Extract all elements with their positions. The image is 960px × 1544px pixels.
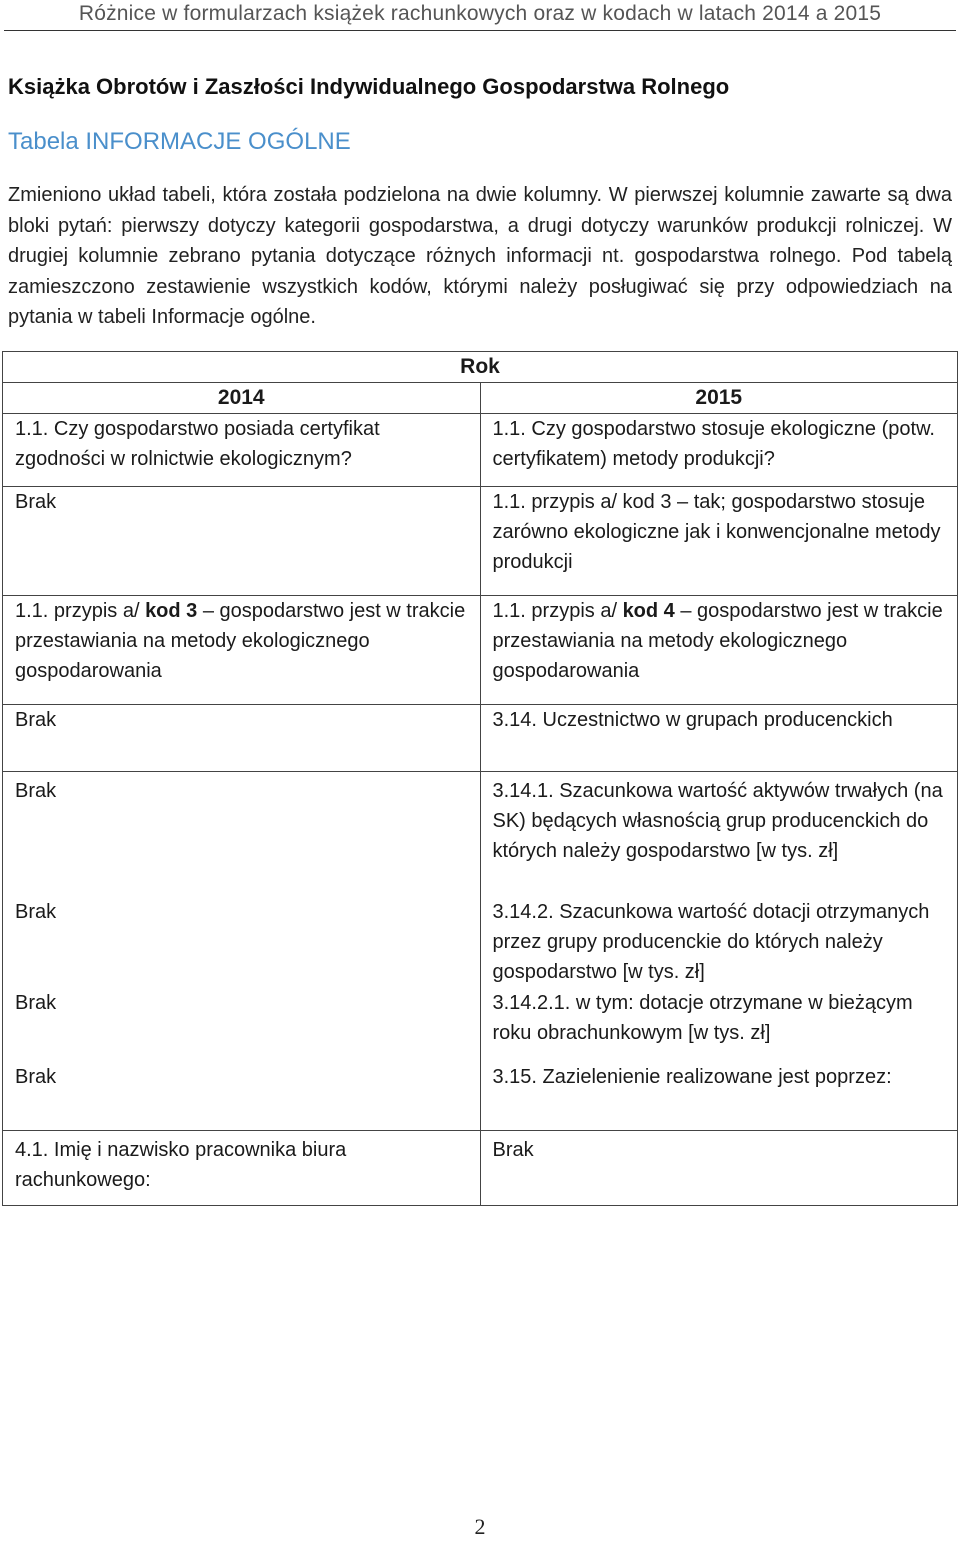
intro-paragraph: Zmieniono układ tabeli, która została podzielona na dwie kolumny. W pierwszej kolumnie zawarte są dwa bloki pytań: pierwszy dotyczy kategorii gospodarstwa, a drugi dotyczy warunków produkcji rolniczej. W drugiej kolumnie zebrano pytania dotyczące różnych informacji nt. gospodarstwa rolnego. Pod tabelą zamieszczono zestawienie wszystkich kodów, którymi należy posługiwać się przy odpowiedziach na pytania w tabeli Informacje ogólne. xyxy=(8,184,952,328)
table-cell-left: Brak xyxy=(3,705,481,772)
table-cell-right: 1.1. przypis a/ kod 3 – tak; gospodarstwo stosuje zarówno ekologiczne jak i konwencjonalne metody produkcji xyxy=(480,487,958,596)
document-title: Książka Obrotów i Zaszłości Indywidualnego Gospodarstwa Rolnego xyxy=(8,74,730,99)
cell-text: 3.14.1. Szacunkowa wartość aktywów trwałych (na SK) będących własnością grup producenckich do których należy gospodarstwo [w tys. zł] xyxy=(492,780,943,862)
section-title: Tabela INFORMACJE OGÓLNE xyxy=(8,128,351,155)
table-row xyxy=(3,705,958,772)
table-row xyxy=(3,596,958,705)
table-cell-left: 4.1. Imię i nazwisko pracownika biura rachunkowego: xyxy=(3,1131,481,1206)
table-cell-right: Brak xyxy=(480,1131,958,1206)
table-cell-right xyxy=(480,772,958,1131)
cell-text: 3.15. Zazielenienie realizowane jest poprzez: xyxy=(492,1066,892,1088)
table-row-rok xyxy=(3,352,958,383)
running-header: Różnice w formularzach książek rachunkowych oraz w kodach w latach 2014 a 2015 xyxy=(78,2,882,25)
table-cell-left xyxy=(3,596,481,705)
table-row xyxy=(3,414,958,487)
table-cell-right: 1.1. Czy gospodarstwo stosuje ekologiczne (potw. certyfikatem) metody produkcji? xyxy=(480,414,958,487)
cell-text: Brak xyxy=(15,780,57,802)
table-row xyxy=(3,1131,958,1206)
table-cell-left: Brak xyxy=(3,487,481,596)
cell-text: Brak xyxy=(15,992,57,1014)
year-2015-header: 2015 xyxy=(480,383,958,414)
table-cell-left: 1.1. Czy gospodarstwo posiada certyfikat zgodności w rolnictwie ekologicznym? xyxy=(3,414,481,487)
table-row-years xyxy=(3,383,958,414)
table-cell-right xyxy=(480,596,958,705)
cell-text: Brak xyxy=(15,1066,57,1088)
cell-text: 3.14.2. Szacunkowa wartość dotacji otrzymanych przez grupy producenckie do których należy gospodarstwo [w tys. zł] xyxy=(492,901,930,983)
cell-text: – gospodarstwo jest w trakcie przestawiania na metody ekologicznego gospodarowania xyxy=(15,600,466,682)
page-number: 2 xyxy=(474,1514,486,1539)
kod-label: kod 3 xyxy=(145,600,198,622)
cell-text: 1.1. przypis a/ xyxy=(15,600,146,622)
header-divider xyxy=(4,30,956,31)
table-row xyxy=(3,487,958,596)
rok-header-cell: Rok xyxy=(3,352,958,383)
year-2014-header: 2014 xyxy=(3,383,481,414)
cell-text: 1.1. przypis a/ xyxy=(492,600,623,622)
cell-text: – gospodarstwo jest w trakcie przestawiania na metody ekologicznego gospodarowania xyxy=(492,600,943,682)
cell-text: 3.14.2.1. w tym: dotacje otrzymane w bieżącym roku obrachunkowym [w tys. zł] xyxy=(492,992,913,1044)
table-cell-left xyxy=(3,772,481,1131)
kod-label: kod 4 xyxy=(622,600,675,622)
comparison-table xyxy=(2,351,958,1206)
table-cell-right: 3.14. Uczestnictwo w grupach producenckich xyxy=(480,705,958,772)
cell-text: Brak xyxy=(15,901,57,923)
table-row xyxy=(3,772,958,1131)
